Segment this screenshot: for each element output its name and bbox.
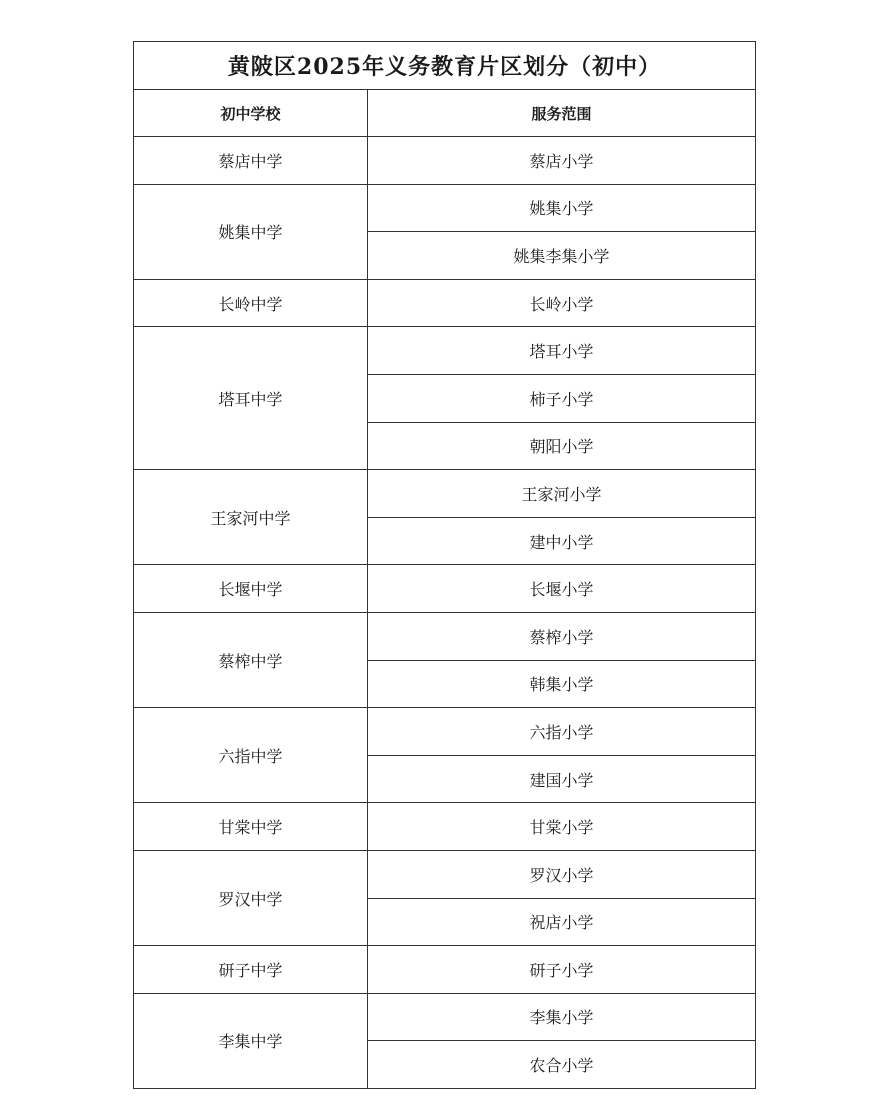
title-row <box>134 42 756 90</box>
primary-school-cell: 姚集小学 <box>368 184 756 232</box>
middle-school-cell: 罗汉中学 <box>134 850 368 945</box>
middle-school-cell: 蔡店中学 <box>134 137 368 185</box>
middle-school-cell: 姚集中学 <box>134 184 368 279</box>
middle-school-cell: 蔡榨中学 <box>134 612 368 707</box>
table-title: 黄陂区2025年义务教育片区划分（初中） <box>134 42 756 90</box>
primary-school-cell: 农合小学 <box>368 1041 756 1089</box>
table-row <box>134 279 756 327</box>
table-row <box>134 184 756 232</box>
primary-school-cell: 李集小学 <box>368 993 756 1041</box>
district-table <box>133 41 756 1089</box>
middle-school-cell: 研子中学 <box>134 946 368 994</box>
table-row <box>134 993 756 1041</box>
primary-school-cell: 柿子小学 <box>368 374 756 422</box>
table-row <box>134 327 756 375</box>
table-row <box>134 565 756 613</box>
primary-school-cell: 长岭小学 <box>368 279 756 327</box>
primary-school-cell: 姚集李集小学 <box>368 232 756 280</box>
table-row <box>134 850 756 898</box>
primary-school-cell: 蔡榨小学 <box>368 612 756 660</box>
primary-school-cell: 朝阳小学 <box>368 422 756 470</box>
table-body <box>134 137 756 1089</box>
primary-school-cell: 罗汉小学 <box>368 850 756 898</box>
primary-school-cell: 建中小学 <box>368 517 756 565</box>
primary-school-cell: 韩集小学 <box>368 660 756 708</box>
middle-school-cell: 甘棠中学 <box>134 803 368 851</box>
primary-school-cell: 祝店小学 <box>368 898 756 946</box>
middle-school-cell: 长堰中学 <box>134 565 368 613</box>
primary-school-cell: 研子小学 <box>368 946 756 994</box>
middle-school-cell: 长岭中学 <box>134 279 368 327</box>
header-school: 初中学校 <box>134 90 368 137</box>
primary-school-cell: 长堰小学 <box>368 565 756 613</box>
primary-school-cell: 建国小学 <box>368 755 756 803</box>
primary-school-cell: 王家河小学 <box>368 470 756 518</box>
middle-school-cell: 王家河中学 <box>134 470 368 565</box>
primary-school-cell: 塔耳小学 <box>368 327 756 375</box>
middle-school-cell: 六指中学 <box>134 708 368 803</box>
primary-school-cell: 甘棠小学 <box>368 803 756 851</box>
middle-school-cell: 塔耳中学 <box>134 327 368 470</box>
table-row <box>134 803 756 851</box>
table-row <box>134 470 756 518</box>
header-row <box>134 90 756 137</box>
header-scope: 服务范围 <box>368 90 756 137</box>
middle-school-cell: 李集中学 <box>134 993 368 1088</box>
table-row <box>134 612 756 660</box>
table-row <box>134 946 756 994</box>
table-row <box>134 137 756 185</box>
table-row <box>134 708 756 756</box>
primary-school-cell: 蔡店小学 <box>368 137 756 185</box>
primary-school-cell: 六指小学 <box>368 708 756 756</box>
